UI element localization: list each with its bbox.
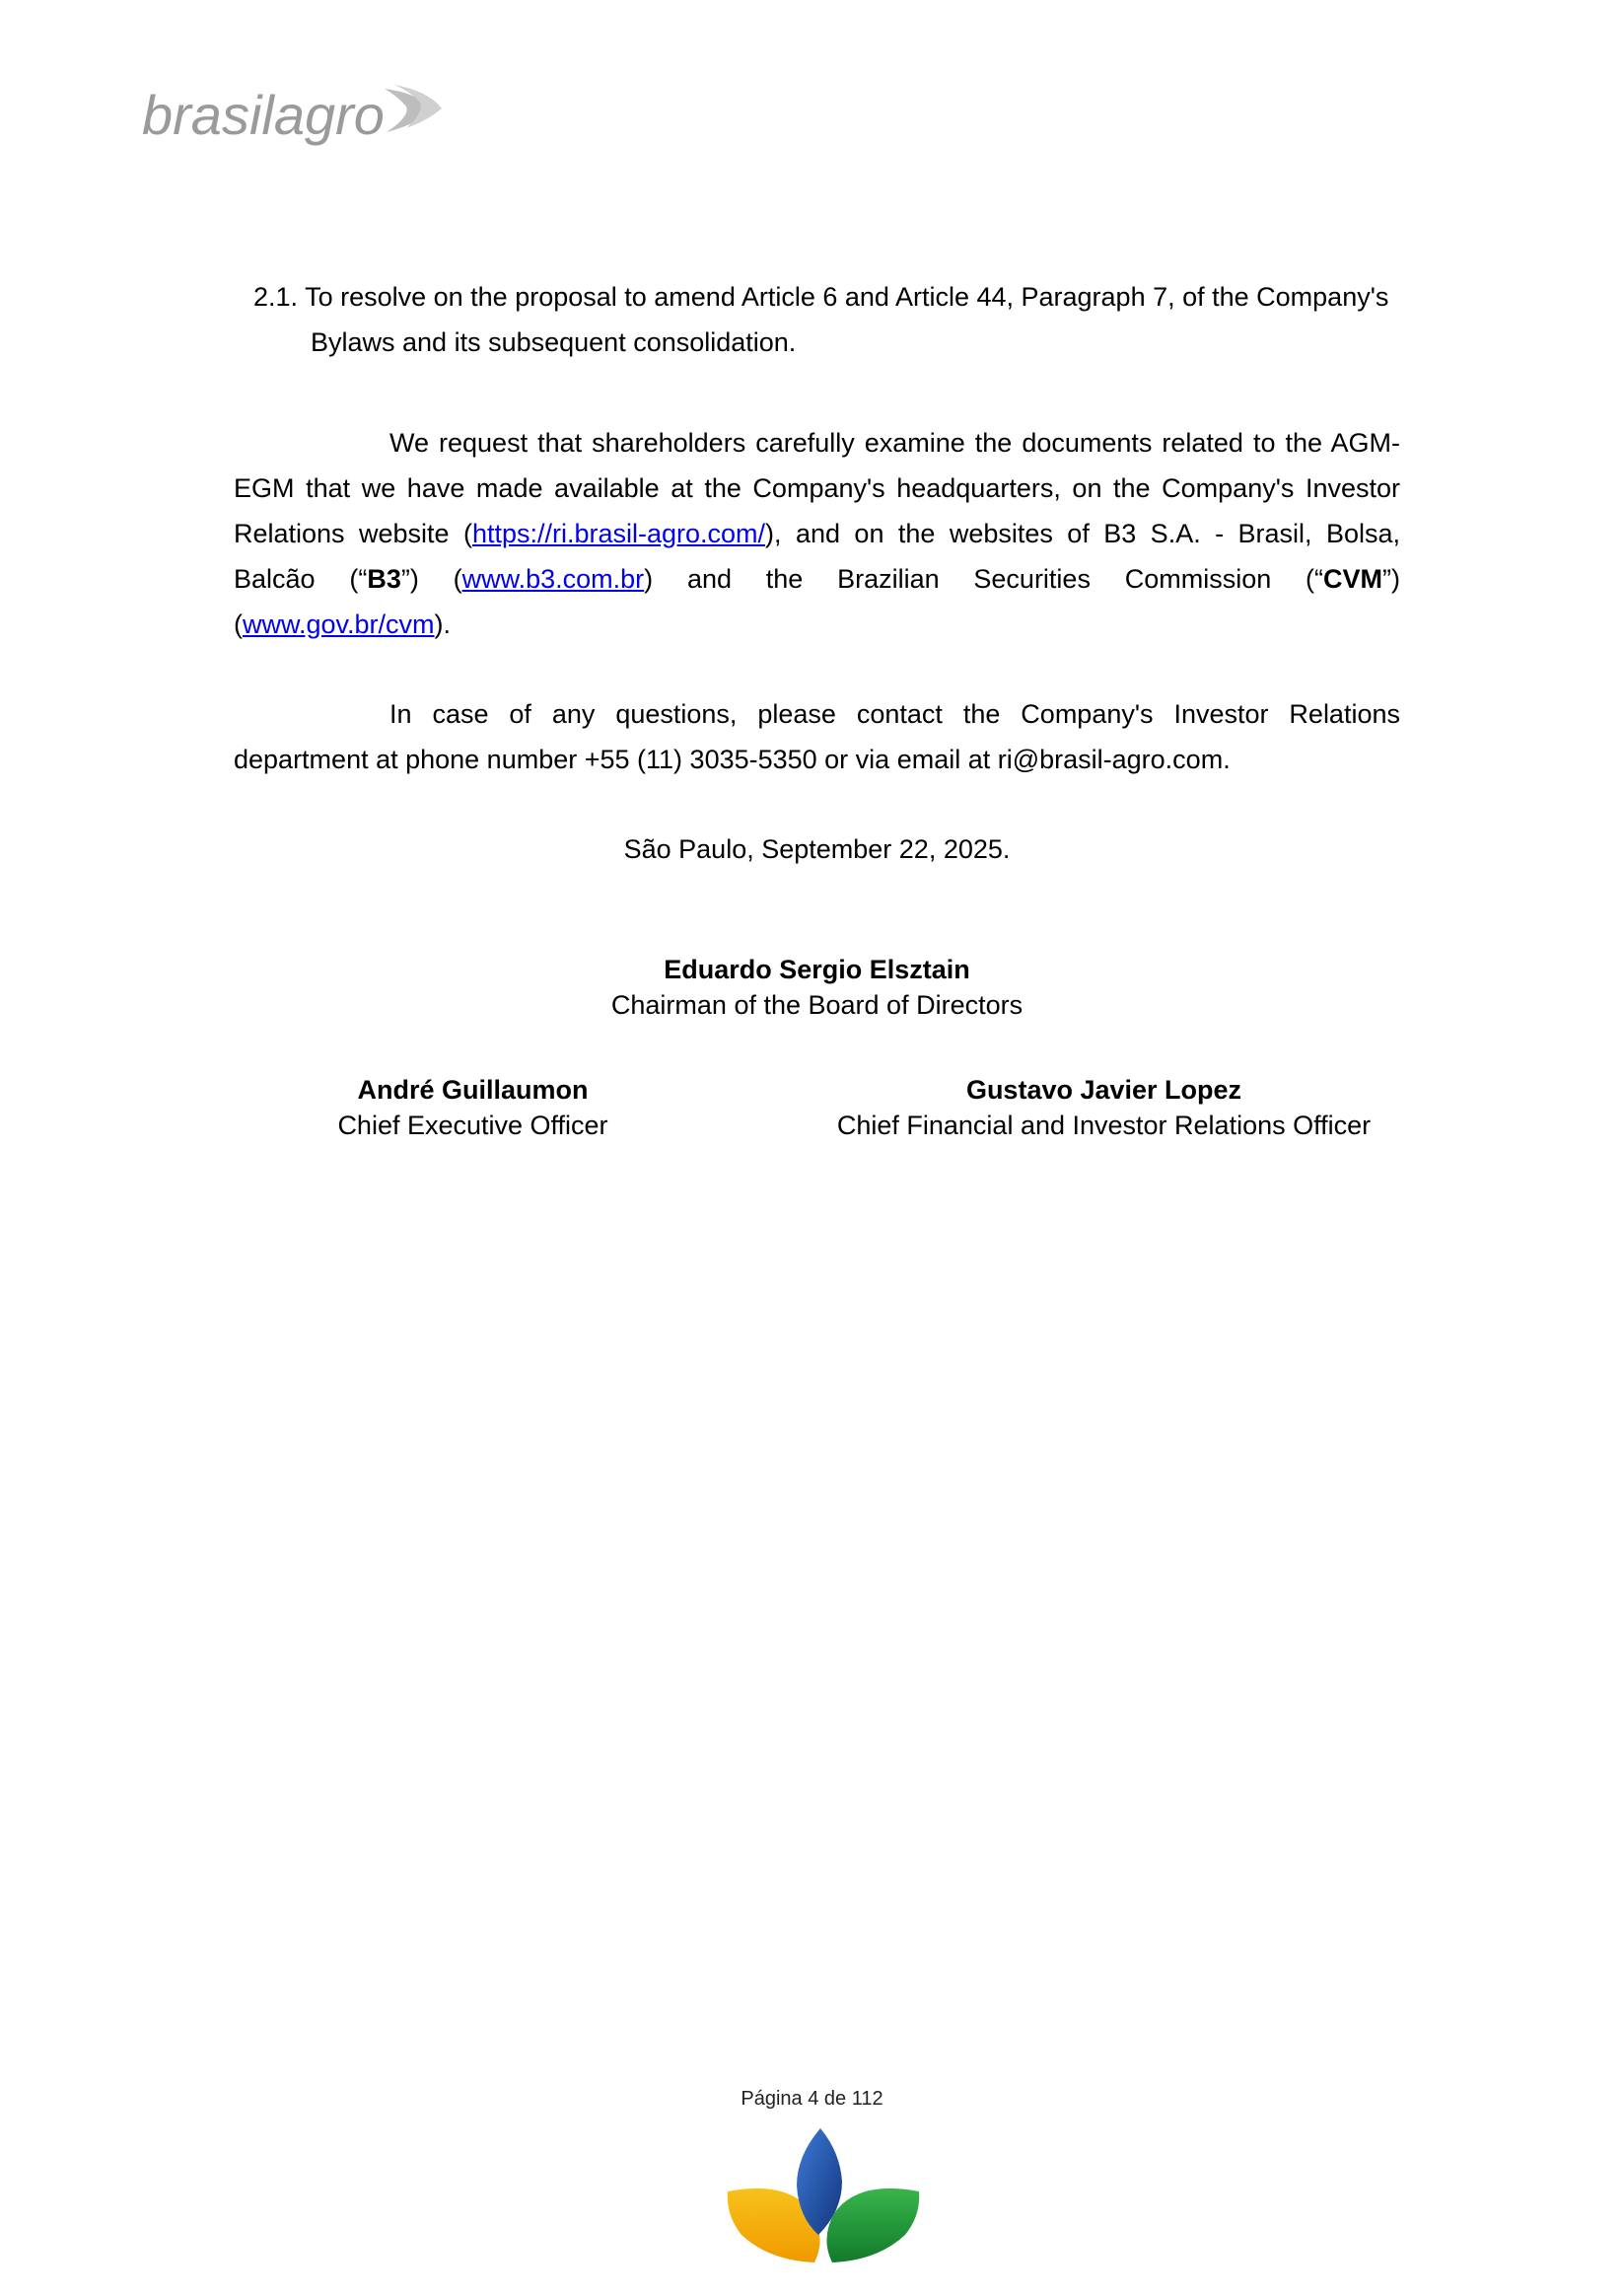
documents-text-6: ). [434,610,452,639]
brasilagro-logo-text: brasilagro [142,84,385,146]
cfo-signature [825,1072,1382,1143]
documents-text-1: We request that shareholders carefully examine the documents related to the AGM-EGM that we have made available at the Company's headquarters, on the Company's Investor Relations website ( [234,428,1400,548]
cvm-website-link[interactable]: www.gov.br/cvm [243,610,435,639]
chairman-title: Chairman of the Board of Directors [610,990,1024,1020]
documents-text-3: ”) ( [400,564,462,594]
documents-paragraph [234,420,1400,647]
document-body [234,274,1400,1151]
brasilagro-logo-graphic [140,67,446,156]
b3-abbreviation: B3 [367,564,401,594]
page-number: Página 4 de 112 [741,2088,883,2110]
documents-text-5: ”) ( [234,564,1401,639]
agenda-item [253,274,1400,365]
chairman-signature [234,952,1400,1023]
place-date: São Paulo, September 22, 2025. [623,834,1011,864]
green-leaf-icon [826,2188,919,2262]
contact-paragraph: In case of any questions, please contact the Company's Investor Relations department at phone number +55 (11) 3035-5350 or via email at ri@brasil-agro.com. [234,699,1400,774]
cfo-title: Chief Financial and Investor Relations Officer [836,1111,1372,1140]
ceo-title: Chief Executive Officer [337,1111,608,1140]
cfo-name: Gustavo Javier Lopez [965,1075,1242,1105]
leaves-icon [720,2128,927,2266]
agenda-item-number: 2.1. [253,282,299,312]
chairman-name: Eduardo Sergio Elsztain [664,955,970,984]
brasilagro-logo [140,67,446,156]
ri-website-link[interactable]: https://ri.brasil-agro.com/ [471,519,766,548]
ceo-signature [337,1072,608,1143]
ceo-name: André Guillaumon [357,1075,589,1105]
documents-text-4: ) and the Brazilian Securities Commission (“ [644,564,1324,594]
b3-website-link[interactable]: www.b3.com.br [461,564,645,594]
documents-text-2: ), and on the websites of B3 S.A. - Brasil, Bolsa, Balcão (“ [234,519,1401,594]
officer-signatures [234,1072,1400,1151]
agenda-item-text: To resolve on the proposal to amend Article 6 and Article 44, Paragraph 7, of the Company's Bylaws and its subsequent consolidation. [305,282,1389,357]
cvm-abbreviation: CVM [1323,564,1383,594]
footer-leaves-logo [720,2128,927,2266]
